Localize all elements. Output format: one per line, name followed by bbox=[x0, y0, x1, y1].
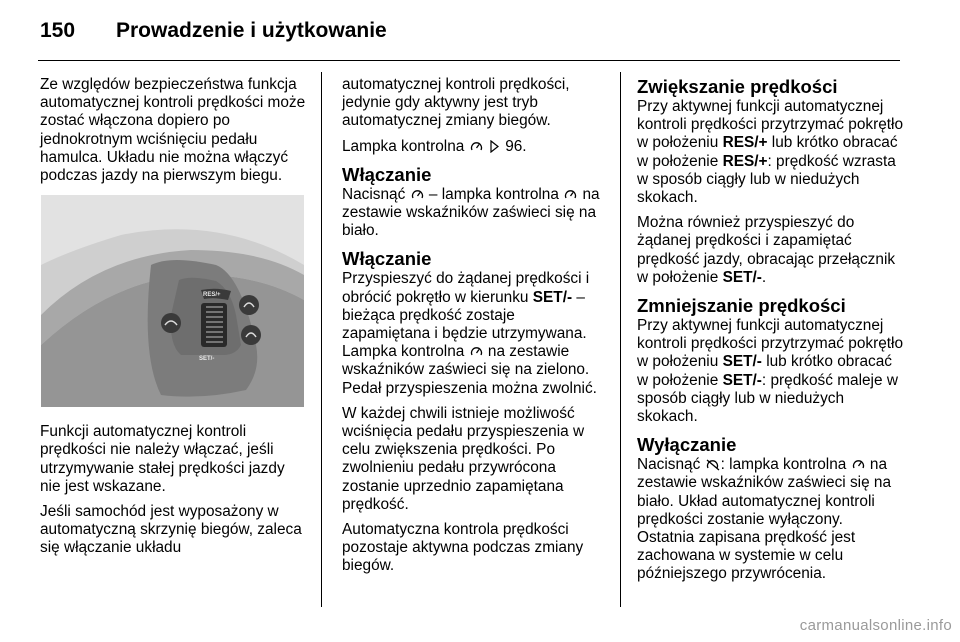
heading-activate: Włączanie bbox=[342, 248, 432, 270]
cruise-control-icon bbox=[852, 456, 865, 474]
switch-on-paragraph: Nacisnąć – lampka kontrolna na zestawie wskaźników zaświeci się na biało. bbox=[342, 185, 600, 240]
advice-paragraph: Funkcji automatycznej kontroli prędkości nie należy włączać, jeśli utrzymywanie stałej prędkości jazdy nie jest wskazane. bbox=[40, 423, 285, 495]
column-divider-2 bbox=[620, 72, 621, 607]
page-number: 150 bbox=[40, 19, 76, 42]
chapter-title: Prowadzenie i użytkowanie bbox=[116, 19, 387, 42]
column-3 bbox=[637, 76, 903, 591]
page-reference-icon bbox=[489, 138, 500, 156]
set-minus-label: SET/- bbox=[199, 356, 215, 363]
cruise-control-icon bbox=[470, 343, 483, 361]
continued-paragraph: automatycznej kontroli prędkości, jedynie gdy aktywny jest tryb automatycznej zmiany biegów. bbox=[342, 76, 570, 130]
column-divider-1 bbox=[321, 72, 322, 607]
decrease-speed-paragraph: Przy aktywnej funkcji automatycznej kontroli prędkości przytrzymać pokrętło w położeniu SET/- lub krótko obracać w położenie SET/-: prędkość maleje w sposób ciągły lub w niedużych skokach. bbox=[637, 317, 904, 426]
lamp-reference: Lampka kontrolna 96. bbox=[342, 137, 527, 155]
page-header bbox=[0, 0, 960, 62]
heading-switch-on: Włączanie bbox=[342, 163, 432, 185]
cruise-off-icon bbox=[706, 456, 720, 474]
column-1 bbox=[40, 76, 306, 565]
heading-switch-off: Wyłączanie bbox=[637, 434, 737, 456]
res-plus-label: RES/+ bbox=[203, 292, 221, 299]
automatic-gearbox-paragraph: Jeśli samochód jest wyposażony w automatyczną skrzynię biegów, zaleca się włączanie układu bbox=[40, 503, 302, 557]
header-divider bbox=[38, 60, 900, 61]
cruise-control-icon bbox=[564, 186, 577, 204]
activate-paragraph: Przyspieszyć do żądanej prędkości i obrócić pokrętło w kierunku SET/- – bieżąca prędkość zostaje zapamiętana i będzie utrzymywana. Lampka kontrolna na zestawie wskaźników zaświeci się na zielono. Pedał przyspieszenia można zwolnić. bbox=[342, 270, 597, 397]
column-2 bbox=[342, 76, 605, 583]
cruise-control-icon bbox=[470, 138, 483, 156]
safety-paragraph: Ze względów bezpieczeństwa funkcja automatycznej kontroli prędkości może zostać włączona dopiero po jednokrotnym wciśnięciu pedału hamulca. Układu nie można włączyć podczas jazdy na pierwszym biegu. bbox=[40, 76, 306, 185]
heading-decrease-speed: Zmniejszanie prędkości bbox=[637, 295, 846, 317]
switch-off-paragraph: Nacisnąć : lampka kontrolna na zestawie wskaźników zaświeci się na biało. Układ automatycznej kontroli prędkości zostanie wyłączony. Ostatnia zapisana prędkość jest zachowana w systemie w celu późniejszego przywrócenia. bbox=[637, 456, 892, 583]
gear-change-paragraph: Automatyczna kontrola prędkości pozostaje aktywna podczas zmiany biegów. bbox=[342, 521, 584, 575]
increase-speed-paragraph: Przy aktywnej funkcji automatycznej kontroli prędkości przytrzymać pokrętło w położeniu RES/+ lub krótko obracać w położenie RES/+: prędkość wzrasta w sposób ciągły lub w niedużych skokach. bbox=[637, 98, 904, 207]
watermark: carmanualsonline.info bbox=[799, 617, 952, 634]
heading-increase-speed: Zwiększanie prędkości bbox=[637, 76, 838, 97]
cruise-control-icon bbox=[411, 186, 424, 204]
increase-speed-alt-paragraph: Można również przyspieszyć do żądanej prędkości i zapamiętać prędkość jazdy, obracając przełącznik w położenie SET/-. bbox=[637, 214, 896, 286]
accelerate-anytime-paragraph: W każdej chwili istnieje możliwość wciśnięcia pedału przyspieszenia w celu zwiększenia prędkości. Po zwolnieniu pedału przywrócona zostanie uprzednio zapamiętana prędkość. bbox=[342, 404, 585, 513]
steering-wheel-illustration bbox=[41, 195, 304, 407]
